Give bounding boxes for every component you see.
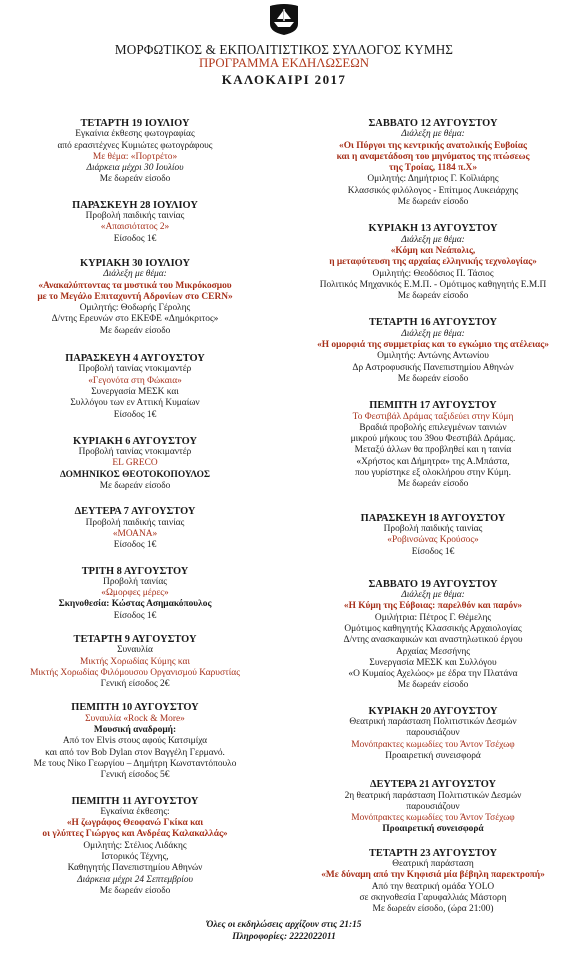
event-detail-line: Προβολή παιδικής ταινίας bbox=[85, 517, 185, 528]
event-date: ΠΑΡΑΣΚΕΥΗ 4 ΑΥΓΟΥΣΤΟΥ bbox=[65, 353, 205, 365]
event-detail-line: Συνεργασία ΜΕΣΚ και Συλλόγου bbox=[369, 657, 497, 668]
event-block bbox=[0, 506, 276, 551]
event-detail-line: που γυρίστηκε εξ ολοκλήρου στην Κύμη. bbox=[355, 468, 511, 479]
organization-name: ΜΟΡΦΩΤΙΚΟΣ & ΕΚΠΟΛΙΤΙΣΤΙΚΟΣ ΣΥΛΛΟΓΟΣ ΚΥΜΗΣ bbox=[114, 42, 454, 57]
event-detail-line: «Ωμορφες μέρες» bbox=[101, 588, 169, 599]
event-detail-line: Ομότιμος καθηγητής Κλασσικής Αρχαιολογίας bbox=[344, 623, 522, 634]
event-date: ΚΥΡΙΑΚΗ 20 ΑΥΓΟΥΣΤΟΥ bbox=[368, 705, 498, 717]
event-date: ΣΑΒΒΑΤΟ 19 ΑΥΓΟΥΣΤΟΥ bbox=[368, 578, 498, 590]
event-detail-line: Με δωρεάν είσοδο bbox=[99, 325, 171, 336]
event-detail-line: Ομιλητής: Αντώνης Αντωνίου bbox=[377, 351, 489, 362]
event-block bbox=[0, 702, 276, 781]
event-date: ΔΕΥΤΕΡΑ 7 ΑΥΓΟΥΣΤΟΥ bbox=[74, 506, 196, 518]
event-detail-line: Δρ Αστροφυσικής Πανεπιστημίου Αθηνών bbox=[352, 362, 514, 373]
event-detail-line: Με θέμα: «Πορτρέτο» bbox=[92, 151, 178, 162]
event-detail-line: Συναυλία «Rock & More» bbox=[85, 713, 185, 724]
event-detail-line: Ομιλητής: Δημήτριος Γ. Κοϊλιάρης bbox=[367, 174, 499, 185]
event-detail-line: Μικτής Χορωδίας Φιλόμουσου Οργανισμού Καρυστίας bbox=[30, 667, 240, 678]
event-detail-line: Διάρκεια μέχρι 24 Σεπτεμβρίου bbox=[77, 874, 193, 885]
info-phone: Πληροφορίες: 2222022011 bbox=[232, 932, 336, 942]
event-detail-line: σε σκηνοθεσία Γαρυφαλλιάς Μάστορη bbox=[359, 892, 507, 903]
event-detail-line: Προαιρετική συνεισφορά bbox=[382, 824, 484, 835]
event-detail-line: «Ο Κυμαίος Αχελώος» με έδρα την Πλατάνα bbox=[348, 669, 518, 680]
event-detail-line: Διάρκεια μέχρι 30 Ιουλίου bbox=[86, 163, 184, 174]
ship-emblem-icon bbox=[268, 2, 300, 36]
event-detail-line: Από τον Elvis στους αφούς Κατσιμίχα bbox=[62, 736, 208, 747]
event-block bbox=[0, 353, 276, 421]
event-detail-line: και η αναμετάδοση του μηνύματος της πτώσεως bbox=[336, 151, 530, 162]
event-detail-line: Προβολή ταινίας ντοκιμαντέρ bbox=[78, 447, 192, 458]
event-detail-line: από ερασιτέχνες Κυμιώτες φωτογράφους bbox=[57, 140, 213, 151]
event-detail-line: μικρού μήκους του 39ου Φεστιβάλ Δράμας. bbox=[350, 434, 516, 445]
event-detail-line: Συλλόγου των εν Αττική Κυμαίων bbox=[70, 398, 200, 409]
event-date: ΠΕΜΠΤΗ 10 ΑΥΓΟΥΣΤΟΥ bbox=[71, 702, 199, 714]
event-detail-line: «Γεγονότα στη Φώκαια» bbox=[88, 375, 182, 386]
event-detail-line: Μονόπρακτες κωμωδίες του Άντον Τσέχωφ bbox=[351, 739, 515, 750]
event-date: ΠΑΡΑΣΚΕΥΗ 28 ΙΟΥΛΙΟΥ bbox=[72, 199, 198, 211]
event-detail-line: Ομιλητής: Θοδωρής Γέρολης bbox=[79, 303, 191, 314]
event-detail-line: Με δωρεάν είσοδο bbox=[99, 885, 171, 896]
event-date: ΠΑΡΑΣΚΕΥΗ 18 ΑΥΓΟΥΣΤΟΥ bbox=[360, 512, 506, 524]
event-detail-line: Διάλεξη με θέμα: bbox=[103, 269, 167, 280]
event-detail-line: Θεατρική παράσταση bbox=[392, 859, 474, 870]
event-detail-line: Είσοδος 1€ bbox=[411, 546, 455, 557]
event-detail-line: Σκηνοθεσία: Κώστας Ασημακόπουλος bbox=[58, 599, 212, 610]
event-detail-line: «Ανακαλύπτοντας τα μυστικά του Μικρόκοσμου bbox=[38, 280, 232, 291]
event-detail-line: και από τον Bob Dylan στον Βαγγέλη Γερμανό. bbox=[45, 747, 225, 758]
event-date: ΚΥΡΙΑΚΗ 6 ΑΥΓΟΥΣΤΟΥ bbox=[73, 435, 197, 447]
event-detail-line: Συναυλία bbox=[117, 645, 153, 656]
event-detail-line: EL GRECO bbox=[112, 458, 158, 469]
event-date: ΤΕΤΑΡΤΗ 16 ΑΥΓΟΥΣΤΟΥ bbox=[368, 317, 498, 329]
event-detail-line: Εγκαίνια έκθεσης φωτογραφίας bbox=[75, 129, 195, 140]
event-detail-line: «Απαισιότατος 2» bbox=[100, 222, 170, 233]
event-block bbox=[292, 706, 568, 762]
event-detail-line: Ομιλήτρια: Πέτρος Γ. Θέμελης bbox=[374, 612, 492, 623]
event-detail-line: Μεταξύ άλλων θα προβληθεί και η ταινία bbox=[354, 445, 512, 456]
season-title: ΚΑΛΟΚΑΙΡΙ 2017 bbox=[221, 72, 347, 87]
event-detail-line: Πολιτικός Μηχανικός Ε.Μ.Π. - Ομότιμος καθηγητής Ε.Μ.Π bbox=[319, 279, 547, 290]
event-block bbox=[0, 200, 276, 245]
left-events-column bbox=[0, 118, 276, 897]
event-detail-line: Εγκαίνια έκθεσης: bbox=[100, 806, 170, 817]
event-block bbox=[0, 634, 276, 690]
event-detail-line: «Η Κύμη της Εύβοιας: παρελθόν και παρόν» bbox=[343, 601, 523, 612]
event-detail-line: Με τους Νίκο Γεωργίου – Δημήτρη Κωνσταντόπουλο bbox=[33, 758, 237, 769]
event-detail-line: Είσοδος 1€ bbox=[113, 540, 157, 551]
event-date: ΤΕΤΑΡΤΗ 9 ΑΥΓΟΥΣΤΟΥ bbox=[73, 633, 197, 645]
event-block bbox=[292, 223, 568, 302]
event-block bbox=[0, 566, 276, 622]
event-detail-line: Δ/ντης ανασκαφικών και αναστηλωτικού έργου bbox=[343, 635, 523, 646]
event-block bbox=[292, 400, 568, 490]
event-detail-line: Βραδιά προβολής επιλεγμένων ταινιών bbox=[359, 422, 507, 433]
event-detail-line: «Ροβινσώνας Κρούσος» bbox=[387, 535, 479, 546]
right-events-column bbox=[292, 118, 568, 916]
event-detail-line: με το Μεγάλο Επιταχυντή Αδρονίων στο CERN» bbox=[37, 291, 233, 302]
event-detail-line: Ιστορικός Τέχνης, bbox=[101, 852, 169, 863]
event-date: ΤΕΤΑΡΤΗ 19 ΙΟΥΛΙΟΥ bbox=[80, 118, 190, 129]
event-detail-line: Προβολή παιδικής ταινίας bbox=[383, 523, 483, 534]
event-detail-line: Είσοδος 1€ bbox=[113, 233, 157, 244]
event-detail-line: Διάλεξη με θέμα: bbox=[401, 590, 465, 601]
event-detail-line: Γενική είσοδος 5€ bbox=[100, 770, 170, 781]
event-detail-line: οι γλύπτες Γιώργος και Ανδρέας Καλακαλλάς» bbox=[42, 829, 228, 840]
event-detail-line: Συνεργασία ΜΕΣΚ και bbox=[91, 386, 179, 397]
event-detail-line: «Οι Πύργοι της κεντρικής ανατολικής Ευβοίας bbox=[339, 140, 527, 151]
event-detail-line: παρουσιάζουν bbox=[406, 728, 460, 739]
event-date: ΠΕΜΠΤΗ 11 ΑΥΓΟΥΣΤΟΥ bbox=[71, 795, 199, 807]
event-detail-line: Με δωρεάν είσοδο bbox=[397, 197, 469, 208]
event-detail-line: Μουσική αναδρομή: bbox=[93, 725, 177, 736]
event-detail-line: Αρχαίας Μεσσήνης bbox=[396, 646, 470, 657]
event-detail-line: Γενική είσοδος 2€ bbox=[100, 679, 170, 690]
event-detail-line: Από την θεατρική ομάδα YOLO bbox=[371, 881, 495, 892]
event-detail-line: «Με δύναμη από την Κηφισιά μία βέβηλη παρεκτροπή» bbox=[321, 870, 545, 881]
event-detail-line: Προβολή ταινίας bbox=[103, 576, 167, 587]
event-detail-line: Είσοδος 1€ bbox=[113, 409, 157, 420]
event-detail-line: Ομιλητής: Θεοδόσιος Π. Τάσιος bbox=[372, 268, 494, 279]
event-block bbox=[0, 796, 276, 898]
event-block bbox=[292, 118, 568, 208]
event-detail-line: Κλασσικός φιλόλογος - Επίτιμος Λυκειάρχης bbox=[347, 185, 519, 196]
event-block bbox=[0, 258, 276, 337]
event-detail-line: Είσοδος 1€ bbox=[113, 610, 157, 621]
event-block bbox=[0, 118, 276, 186]
event-detail-line: «Η ομορφιά της συμμετρίας και το εγκώμιο της ατέλειας» bbox=[317, 340, 549, 351]
event-detail-line: Ομιλητής: Στέλιος Λιδάκης bbox=[83, 840, 187, 851]
event-date: ΚΥΡΙΑΚΗ 30 ΙΟΥΛΙΟΥ bbox=[79, 257, 190, 269]
event-block bbox=[292, 513, 568, 558]
event-detail-line: Καθηγητής Πανεπιστημίου Αθηνών bbox=[67, 863, 203, 874]
event-detail-line: Με δωρεάν είσοδο bbox=[99, 481, 171, 492]
event-detail-line: Μονόπρακτες κωμωδίες του Άντον Τσέχωφ bbox=[351, 813, 515, 824]
event-detail-line: Μικτής Χορωδίας Κύμης και bbox=[80, 656, 190, 667]
event-detail-line: Προβολή παιδικής ταινίας bbox=[85, 211, 185, 222]
event-date: ΠΕΜΠΤΗ 17 ΑΥΓΟΥΣΤΟΥ bbox=[369, 400, 497, 412]
event-detail-line: Θεατρική παράσταση Πολιτιστικών Δεσμών bbox=[349, 717, 517, 728]
event-detail-line: της Τροίας, 1184 π.Χ» bbox=[388, 163, 478, 174]
event-detail-line: Με δωρεάν είσοδο bbox=[397, 479, 469, 490]
event-block bbox=[0, 436, 276, 492]
event-detail-line: Με δωρεάν είσοδο bbox=[397, 680, 469, 691]
event-detail-line: Με δωρεάν είσοδο bbox=[397, 291, 469, 302]
event-block bbox=[292, 779, 568, 835]
event-date: ΤΡΙΤΗ 8 ΑΥΓΟΥΣΤΟΥ bbox=[81, 565, 189, 577]
event-date: ΚΥΡΙΑΚΗ 13 ΑΥΓΟΥΣΤΟΥ bbox=[368, 223, 498, 235]
event-detail-line: Διάλεξη με θέμα: bbox=[401, 328, 465, 339]
event-date: ΔΕΥΤΕΡΑ 21 ΑΥΓΟΥΣΤΟΥ bbox=[369, 779, 497, 791]
event-detail-line: η μεταφύτευση της αρχαίας ελληνικής τεχνολογίας» bbox=[329, 257, 537, 268]
event-detail-line: Προαιρετική συνεισφορά bbox=[385, 750, 481, 761]
event-block bbox=[292, 848, 568, 916]
event-date: ΣΑΒΒΑΤΟ 12 ΑΥΓΟΥΣΤΟΥ bbox=[368, 118, 498, 129]
event-detail-line: ΔΟΜΗΝΙΚΟΣ ΘΕΟΤΟΚΟΠΟΥΛΟΣ bbox=[59, 469, 210, 480]
event-detail-line: «Χρήστος και Δήμητρα» της Α.Μπάστα, bbox=[356, 456, 510, 467]
start-time-note: Όλες οι εκδηλώσεις αρχίζουν στις 21:15 bbox=[206, 920, 362, 930]
event-detail-line: Το Φεστιβάλ Δράμας ταξιδεύει στην Κύμη bbox=[352, 411, 514, 422]
event-detail-line: 2η θεατρική παράσταση Πολιτιστικών Δεσμών bbox=[344, 790, 522, 801]
event-block bbox=[292, 317, 568, 385]
event-detail-line: «ΜΟΑΝΑ» bbox=[112, 528, 158, 539]
event-detail-line: Με δωρεάν είσοδο bbox=[397, 373, 469, 384]
event-detail-line: «Η ζωγράφος Θεοφανώ Γκίκα και bbox=[66, 818, 204, 829]
event-detail-line: Προβολή ταινίας ντοκιμαντέρ bbox=[78, 364, 192, 375]
event-block bbox=[292, 579, 568, 692]
event-detail-line: «Κόμη και Νεάπολις, bbox=[390, 245, 476, 256]
event-detail-line: Διάλεξη με θέμα: bbox=[401, 129, 465, 140]
event-date: ΤΕΤΑΡΤΗ 23 ΑΥΓΟΥΣΤΟΥ bbox=[368, 847, 498, 859]
event-detail-line: Διάλεξη με θέμα: bbox=[401, 234, 465, 245]
event-detail-line: παρουσιάζουν bbox=[406, 801, 460, 812]
event-detail-line: Δ/ντης Ερευνών στο ΕΚΕΦΕ «Δημόκριτος» bbox=[51, 314, 219, 325]
event-detail-line: Με δωρεάν είσοδο bbox=[99, 174, 171, 185]
program-title: ΠΡΟΓΡΑΜΜΑ ΕΚΔΗΛΩΣΕΩΝ bbox=[198, 56, 370, 70]
event-detail-line: Με δωρεάν είσοδο, (ώρα 21:00) bbox=[372, 904, 494, 915]
